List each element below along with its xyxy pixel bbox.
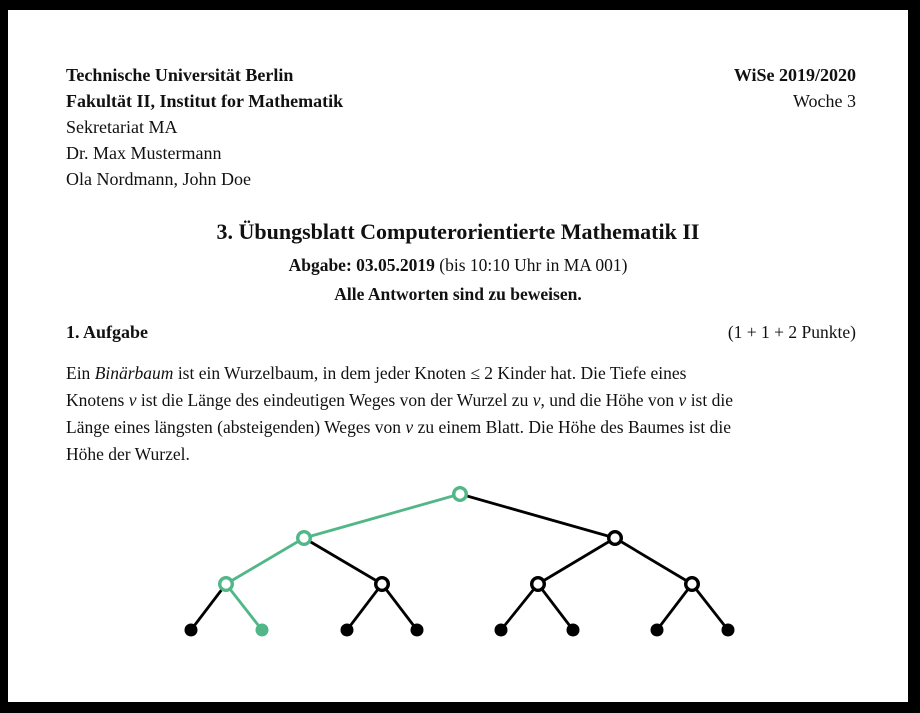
tree-edge [501, 584, 538, 630]
text-segment-italic: v [678, 390, 687, 410]
text-segment-italic: v [405, 417, 414, 437]
tree-node-internal [532, 578, 545, 591]
tree-node-leaf [411, 624, 424, 637]
sheet-title: 3. Übungsblatt Computerorientierte Mathematik II [216, 219, 700, 244]
tree-node-internal [220, 578, 233, 591]
header-department: Fakultät II, Institut for Mathematik [66, 91, 344, 111]
tree-edge [304, 494, 460, 538]
due-details: (bis 10:10 Uhr in MA 001) [434, 255, 628, 275]
tree-edge [460, 494, 615, 538]
tree-edge [226, 538, 304, 584]
text-segment: ist die [686, 390, 733, 410]
tree-node-leaf [185, 624, 198, 637]
text-segment: Knotens [66, 390, 129, 410]
text-segment: ist die Länge des eindeutigen Weges von der Wurzel zu [136, 390, 533, 410]
problem-header [66, 322, 856, 343]
document-page [8, 10, 908, 702]
text-segment-italic: v [128, 390, 137, 410]
tree-edge [191, 584, 226, 630]
tree-edge [615, 538, 692, 584]
paragraph-line-2 [66, 387, 733, 414]
tree-edge [226, 584, 262, 630]
tree-node-leaf [567, 624, 580, 637]
tree-node-internal [376, 578, 389, 591]
header-left-block [66, 62, 343, 192]
paragraph-line-3 [66, 414, 733, 441]
header-right-block [734, 62, 856, 114]
text-segment: Ein [66, 363, 95, 383]
tree-edge [538, 584, 573, 630]
due-date: Abgabe: 03.05.2019 [288, 255, 435, 275]
header-week: Woche 3 [792, 91, 856, 111]
header-assistants: Ola Nordmann, John Doe [66, 169, 251, 189]
text-segment: , und die Höhe von [540, 390, 679, 410]
problem-text [66, 360, 733, 468]
proof-note: Alle Antworten sind zu beweisen. [334, 284, 582, 304]
tree-edge [382, 584, 417, 630]
text-segment: ist ein Wurzelbaum, in dem jeder Knoten ≤ 2 Kinder hat. Die Tiefe eines [173, 363, 687, 383]
tree-node-internal [298, 532, 311, 545]
text-segment: Länge eines längsten (absteigenden) Weges von [66, 417, 406, 437]
header-office: Sekretariat MA [66, 117, 178, 137]
tree-node-leaf [495, 624, 508, 637]
problem-label: 1. Aufgabe [66, 322, 149, 342]
text-segment-italic: v [532, 390, 541, 410]
tree-edge [538, 538, 615, 584]
header-institution: Technische Universität Berlin [66, 65, 294, 85]
tree-edge [347, 584, 382, 630]
tree-node-leaf [722, 624, 735, 637]
paragraph-line-4 [66, 441, 733, 468]
tree-edge [304, 538, 382, 584]
tree-node-leaf [256, 624, 269, 637]
text-segment: Höhe der Wurzel. [66, 444, 190, 464]
tree-node-internal [454, 488, 467, 501]
tree-edge [692, 584, 728, 630]
tree-node-internal [609, 532, 622, 545]
tree-edge [657, 584, 692, 630]
due-line [8, 255, 908, 276]
tree-node-internal [686, 578, 699, 591]
header-lecturer: Dr. Max Mustermann [66, 143, 222, 163]
text-segment-italic: Binärbaum [94, 363, 174, 383]
tree-node-leaf [651, 624, 664, 637]
paragraph-line-1 [66, 360, 733, 387]
text-segment: zu einem Blatt. Die Höhe des Baumes ist die [413, 417, 732, 437]
problem-points: (1 + 1 + 2 Punkte) [727, 322, 856, 342]
header-semester: WiSe 2019/2020 [733, 65, 856, 85]
tree-node-leaf [341, 624, 354, 637]
